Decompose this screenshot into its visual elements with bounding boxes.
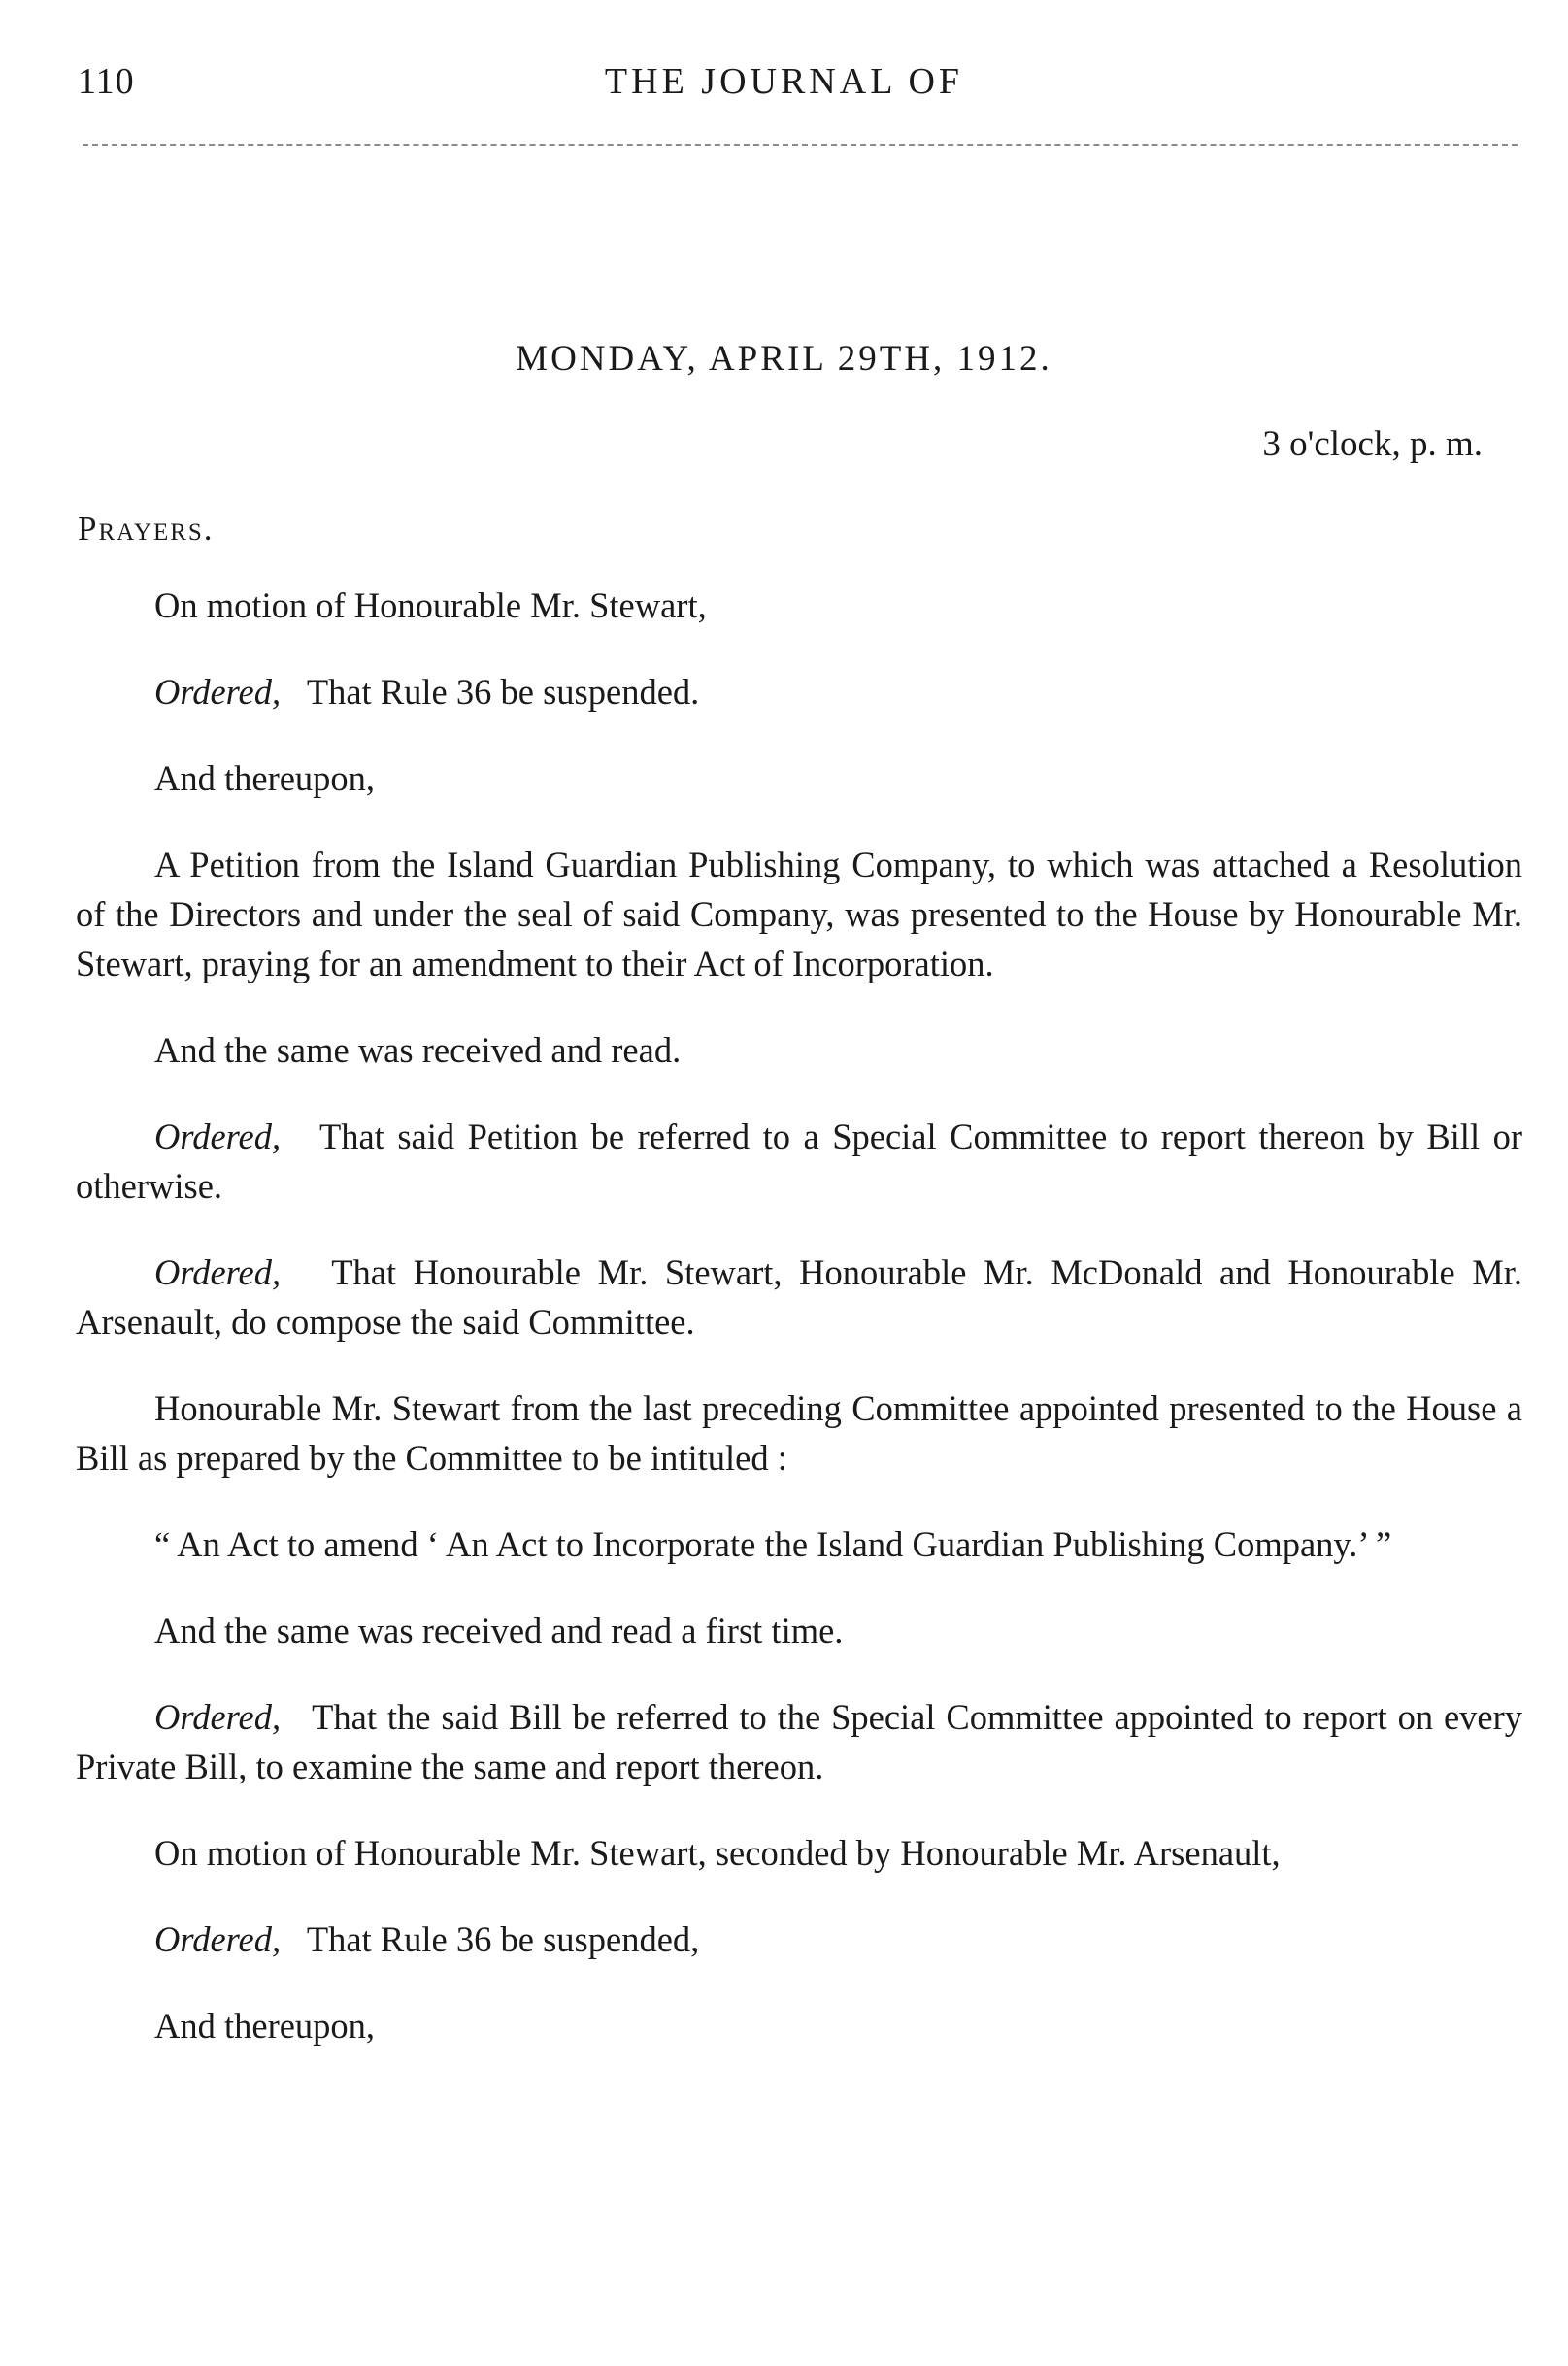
running-head (78, 60, 1490, 109)
paragraph (76, 1606, 1522, 1655)
sitting-date: MONDAY, APRIL 29TH, 1912. (516, 339, 1052, 379)
paragraph (76, 1248, 1522, 1347)
ordered-lead: Ordered, (154, 1697, 302, 1737)
paragraph (76, 1828, 1522, 1878)
paragraph-text: That the said Bill be referred to the Special Committee appointed to report on every Private Bill, to examine the same and report thereon. (76, 1697, 1523, 1786)
sitting-time: 3 o'clock, p. m. (1262, 424, 1483, 464)
paragraph (76, 1383, 1522, 1483)
ordered-lead: Ordered, (154, 672, 299, 712)
paragraph-text: That Honourable Mr. Stewart, Honourable Mr. McDonald and Honourable Mr. Arsenault, do compose the said Committee. (76, 1252, 1522, 1342)
prayers-heading: Prayers. (78, 510, 215, 548)
paragraph-text: That said Petition be referred to a Special Committee to report thereon by Bill or otherwise. (76, 1116, 1522, 1206)
paragraph-text: “ An Act to amend ‘ An Act to Incorporate the Island Guardian Publishing Company.’ ” (154, 1524, 1392, 1564)
paragraph-text: And the same was received and read. (154, 1030, 682, 1070)
proceedings-body (76, 581, 1522, 2087)
paragraph (76, 1025, 1522, 1075)
journal-title: THE JOURNAL OF (604, 61, 964, 102)
paragraph (76, 1915, 1522, 1964)
paragraph-text: And thereupon, (154, 2006, 376, 2046)
page-number: 110 (78, 61, 135, 102)
paragraph (76, 753, 1522, 803)
ordered-lead: Ordered, (154, 1919, 299, 1959)
paragraph-text: And thereupon, (154, 758, 376, 798)
paragraph-text: On motion of Honourable Mr. Stewart, (154, 585, 707, 625)
paragraph-text: That Rule 36 be suspended. (306, 672, 700, 712)
paragraph (76, 1519, 1522, 1569)
paragraph (76, 1692, 1522, 1791)
paragraph (76, 581, 1522, 630)
paragraph (76, 2001, 1522, 2050)
paragraph-text: That Rule 36 be suspended, (306, 1919, 700, 1959)
ordered-lead: Ordered, (154, 1252, 316, 1292)
paragraph-text: And the same was received and read a first time. (154, 1611, 844, 1650)
paragraph (76, 667, 1522, 716)
paragraph-text: Honourable Mr. Stewart from the last preceding Committee appointed presented to the House a Bill as prepared by the Committee to be intituled : (76, 1388, 1522, 1478)
paragraph-text: On motion of Honourable Mr. Stewart, seconded by Honourable Mr. Arsenault, (154, 1833, 1281, 1873)
paragraph (76, 1112, 1522, 1211)
paragraph (76, 840, 1522, 988)
paragraph-text: A Petition from the Island Guardian Publishing Company, to which was attached a Resolution of the Directors and under the seal of said Company, was presented to the House by Honourable Mr. Stewart, praying for an amendment to their Act of Incorporation. (76, 845, 1522, 983)
header-rule (83, 144, 1518, 146)
ordered-lead: Ordered, (154, 1116, 308, 1156)
